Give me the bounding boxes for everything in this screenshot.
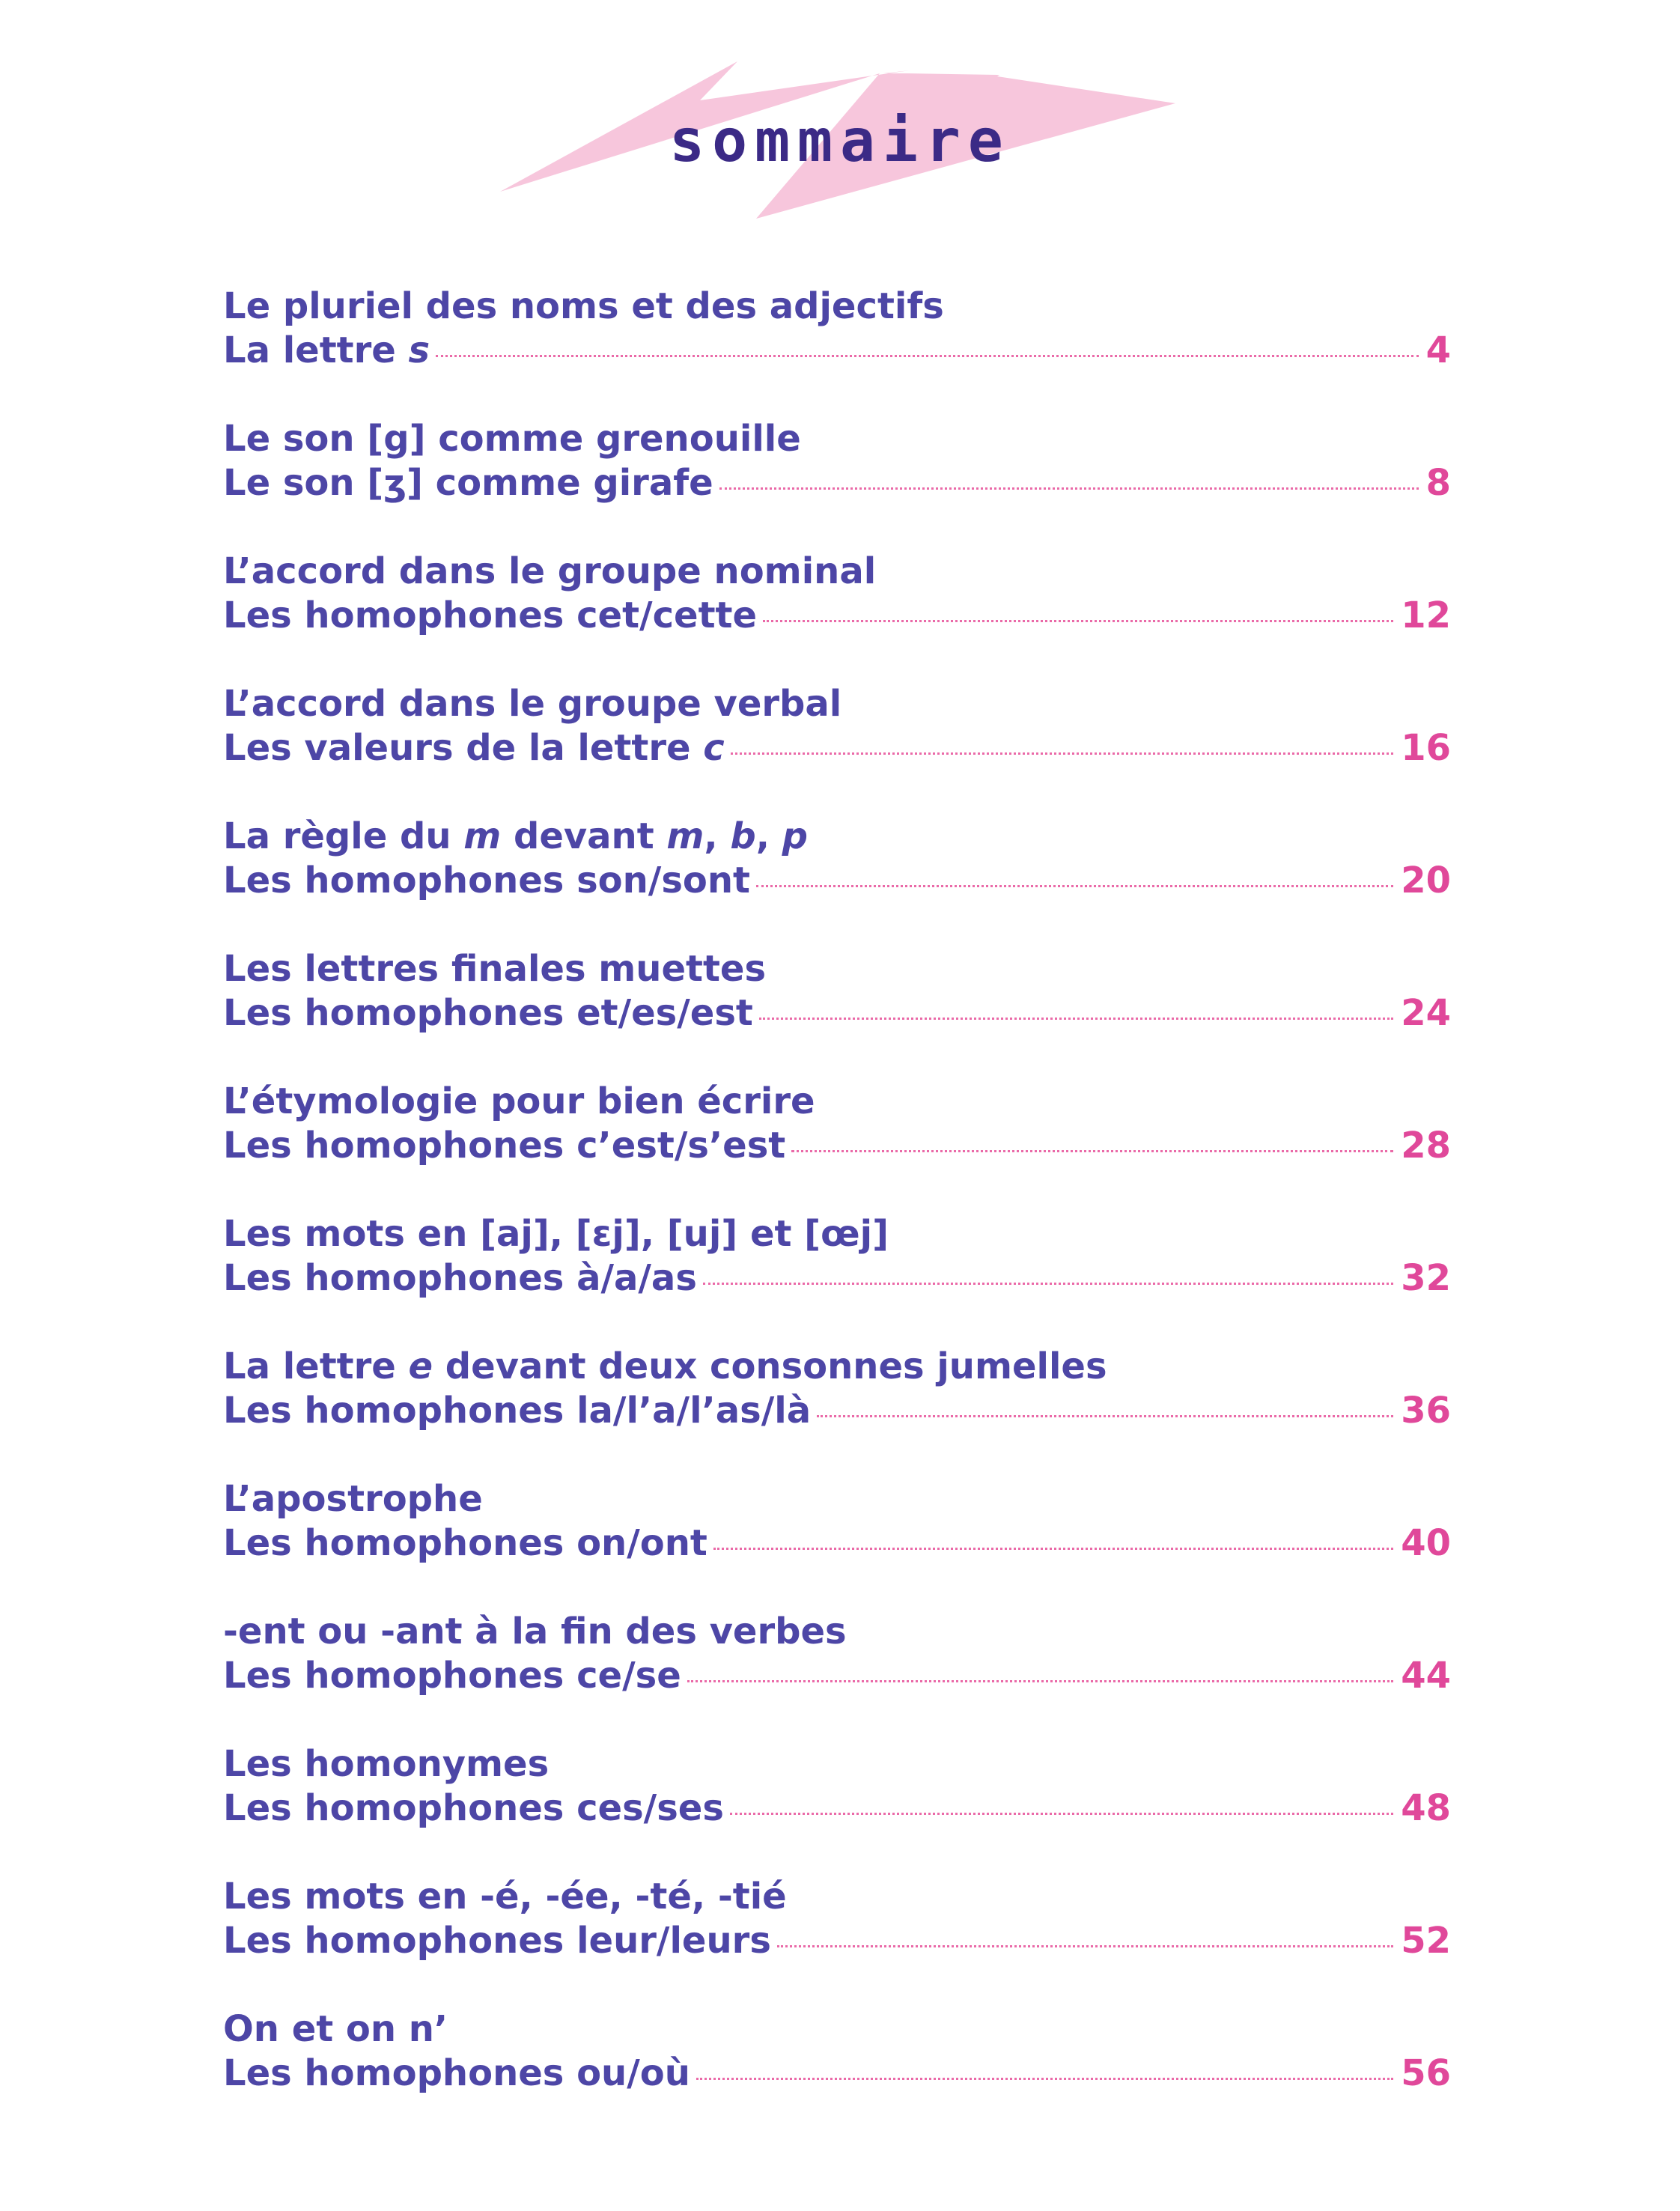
page-number[interactable]: 52 xyxy=(1401,1920,1451,1962)
toc-entry-subheading: Les homophones ou/où 56 xyxy=(223,2052,1451,2094)
toc-entry xyxy=(223,1477,1451,1610)
page-number[interactable]: 16 xyxy=(1401,727,1451,769)
toc-entry-heading: Les lettres finales muettes xyxy=(223,948,767,990)
page-number[interactable]: 48 xyxy=(1401,1787,1451,1829)
toc-entry-subheading: Les homophones ce/se 44 xyxy=(223,1655,1451,1697)
toc-entry-subheading: Les homophones on/ont 40 xyxy=(223,1522,1451,1564)
page-number[interactable]: 4 xyxy=(1425,329,1451,371)
toc-entry-subheading: La lettre s 4 xyxy=(223,329,1451,371)
dot-leader xyxy=(756,885,1393,887)
toc-entry-heading: L’apostrophe xyxy=(223,1478,483,1520)
header xyxy=(0,0,1680,240)
page-number[interactable]: 8 xyxy=(1425,462,1451,504)
toc-entry-subheading: Les homophones son/sont 20 xyxy=(223,860,1451,901)
page-number[interactable]: 40 xyxy=(1401,1522,1451,1564)
page-number[interactable]: 12 xyxy=(1401,594,1451,636)
dot-leader xyxy=(759,1018,1393,1020)
toc-entry xyxy=(223,947,1451,1080)
dot-leader xyxy=(731,752,1394,755)
toc-entry-heading: Les mots en [aj], [ɛj], [uj] et [œj] xyxy=(223,1213,889,1255)
toc-entry-heading: L’étymologie pour bien écrire xyxy=(223,1080,815,1122)
page-number[interactable]: 36 xyxy=(1401,1390,1451,1432)
toc-entry-heading: L’accord dans le groupe nominal xyxy=(223,550,877,592)
toc-entry-subheading: Les homophones ces/ses 48 xyxy=(223,1787,1451,1829)
dot-leader xyxy=(719,487,1419,490)
dot-leader xyxy=(713,1548,1393,1550)
toc-entry xyxy=(223,2007,1451,2140)
toc-entry xyxy=(223,1345,1451,1477)
page-number[interactable]: 20 xyxy=(1401,860,1451,901)
toc-entry xyxy=(223,1875,1451,2007)
toc-entry-subheading: Les homophones et/es/est 24 xyxy=(223,992,1451,1034)
page-title: sommaire xyxy=(669,108,1011,175)
toc-entry xyxy=(223,1080,1451,1212)
toc-entry xyxy=(223,815,1451,947)
dot-leader xyxy=(436,355,1418,357)
page-number[interactable]: 44 xyxy=(1401,1655,1451,1697)
toc-entry xyxy=(223,1212,1451,1345)
dot-leader xyxy=(696,2078,1393,2080)
table-of-contents xyxy=(223,285,1451,2140)
page-number[interactable]: 56 xyxy=(1401,2052,1451,2094)
toc-entry-subheading: Les valeurs de la lettre c 16 xyxy=(223,727,1451,769)
page-number[interactable]: 24 xyxy=(1401,992,1451,1034)
toc-entry-heading: L’accord dans le groupe verbal xyxy=(223,683,842,725)
toc-entry-subheading: Les homophones cet/cette 12 xyxy=(223,594,1451,636)
toc-entry xyxy=(223,417,1451,550)
toc-entry-heading: Le pluriel des noms et des adjectifs xyxy=(223,285,944,327)
toc-entry-heading: Les mots en -é, -ée, -té, -tié xyxy=(223,1876,787,1917)
toc-entry xyxy=(223,682,1451,815)
toc-entry xyxy=(223,550,1451,682)
dot-leader xyxy=(703,1283,1393,1285)
dot-leader xyxy=(730,1813,1393,1815)
page-number[interactable]: 32 xyxy=(1401,1257,1451,1299)
toc-entry-heading: Les homonymes xyxy=(223,1743,550,1785)
dot-leader xyxy=(777,1945,1393,1947)
toc-entry-subheading: Les homophones c’est/s’est 28 xyxy=(223,1125,1451,1167)
dot-leader xyxy=(817,1415,1393,1417)
toc-entry-heading: -ent ou -ant à la fin des verbes xyxy=(223,1611,847,1652)
toc-entry-subheading: Le son [ʒ] comme girafe 8 xyxy=(223,462,1451,504)
toc-entry-heading: Le son [g] comme grenouille xyxy=(223,418,801,460)
toc-entry-subheading: Les homophones à/a/as 32 xyxy=(223,1257,1451,1299)
dot-leader xyxy=(687,1680,1393,1682)
toc-entry xyxy=(223,1610,1451,1742)
toc-entry xyxy=(223,285,1451,417)
dot-leader xyxy=(791,1150,1393,1152)
toc-entry-subheading: Les homophones la/l’a/l’as/là 36 xyxy=(223,1390,1451,1432)
toc-entry xyxy=(223,1742,1451,1875)
toc-entry-heading: On et on n’ xyxy=(223,2008,448,2050)
toc-entry-heading: La lettre e devant deux consonnes jumelles xyxy=(223,1345,1107,1387)
toc-entry-subheading: Les homophones leur/leurs 52 xyxy=(223,1920,1451,1962)
toc-entry-heading: La règle du m devant m , b , p xyxy=(223,815,809,857)
page-number[interactable]: 28 xyxy=(1401,1125,1451,1167)
dot-leader xyxy=(763,620,1393,622)
